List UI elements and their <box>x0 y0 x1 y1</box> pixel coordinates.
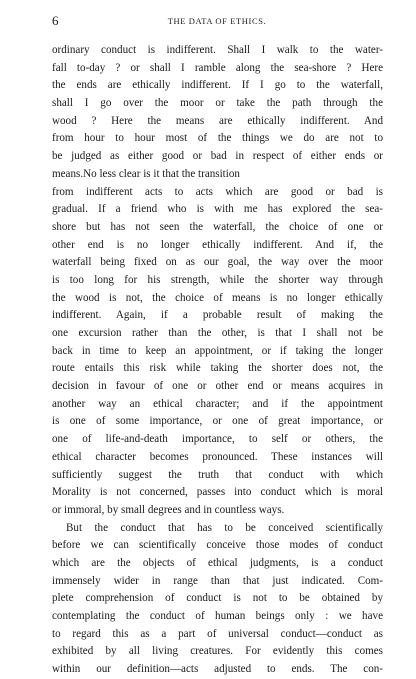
text-line: plete comprehension of conduct is not to be obtained by <box>52 592 383 605</box>
paragraph-end: means. <box>52 167 84 180</box>
text-line: route entails this risk while taking the shorter does not, the <box>52 362 383 375</box>
body-text <box>52 42 383 679</box>
text-line: ordinary conduct is indifferent. Shall I walk to the water- <box>52 44 383 56</box>
text-line: Morality is not concerned, passes into conduct which is moral <box>52 486 383 499</box>
text-line: the ends are ethically indifferent. If I go to the waterfall, <box>52 79 383 92</box>
text-line: sufficiently suggest the truth that conduct with which <box>52 468 383 481</box>
text-line: or immoral, by small degrees and in countless ways. <box>52 503 285 516</box>
text-line: ethical character becomes pronounced. These instances will <box>52 450 383 463</box>
text-line: shore but has not seen the waterfall, the choice of one or <box>52 220 383 233</box>
text-line: other end is no longer ethically indifferent. And if, the <box>52 238 383 251</box>
text-line: gradual. If a friend who is with me has explored the sea- <box>52 203 383 216</box>
text-line: within our definition—acts adjusted to ends. The con- <box>52 663 383 676</box>
text-line: which are the objects of ethical judgments, is a conduct <box>52 556 383 569</box>
page-number: 6 <box>52 13 59 28</box>
text-line: one excursion rather than the other, is that I shall not be <box>52 327 383 339</box>
paragraph-start: No less clear is it that the transition <box>83 167 240 180</box>
text-line: exhibited by all living creatures. For evidently this comes <box>52 645 383 658</box>
text-line: wood ? Here the means are ethically indifferent. And <box>52 114 383 127</box>
text-line: from indifferent acts to acts which are good or bad is <box>52 185 383 198</box>
text-line: the wood is not, the choice of means is no longer ethically <box>52 291 383 304</box>
text-line: indifferent. Again, if a probable result of making the <box>52 309 383 322</box>
text-line: to regard this as a part of universal conduct—conduct as <box>52 627 383 640</box>
running-head <box>52 14 382 28</box>
text-line: another way an ethical character; and if the appointment <box>52 397 383 410</box>
text-line: before we can scientifically conceive those modes of conduct <box>52 539 383 552</box>
text-line: back in time to keep an appointment, or if taking the longer <box>52 344 383 357</box>
text-line: decision in favour of one or other end or means acquires in <box>52 380 383 393</box>
text-line: one of life-and-death importance, to self or others, the <box>52 433 383 446</box>
text-line: immensely wider in range than that just indicated. Com- <box>52 574 383 587</box>
text-line-split <box>52 166 383 184</box>
text-line: is one of some importance, or one of great importance, or <box>52 415 383 428</box>
text-line: shall I go over the moor or take the path through the <box>52 97 383 110</box>
text-line: contemplating the conduct of human beings only : we have <box>52 610 383 622</box>
text-line: is too long for his strength, while the shorter way through <box>52 273 383 286</box>
text-line: be judged as either good or bad in respect of either ends or <box>52 150 383 163</box>
text-line: from hour to hour most of the things we do are not to <box>52 132 383 145</box>
text-line: fall to-day ? or shall I ramble along the sea-shore ? Here <box>52 61 383 74</box>
text-line: waterfall being fixed on as our goal, the way over the moor <box>52 256 383 269</box>
running-title: THE DATA OF ETHICS. <box>167 16 267 26</box>
text-line: But the conduct that has to be conceived scientifically <box>66 521 383 534</box>
